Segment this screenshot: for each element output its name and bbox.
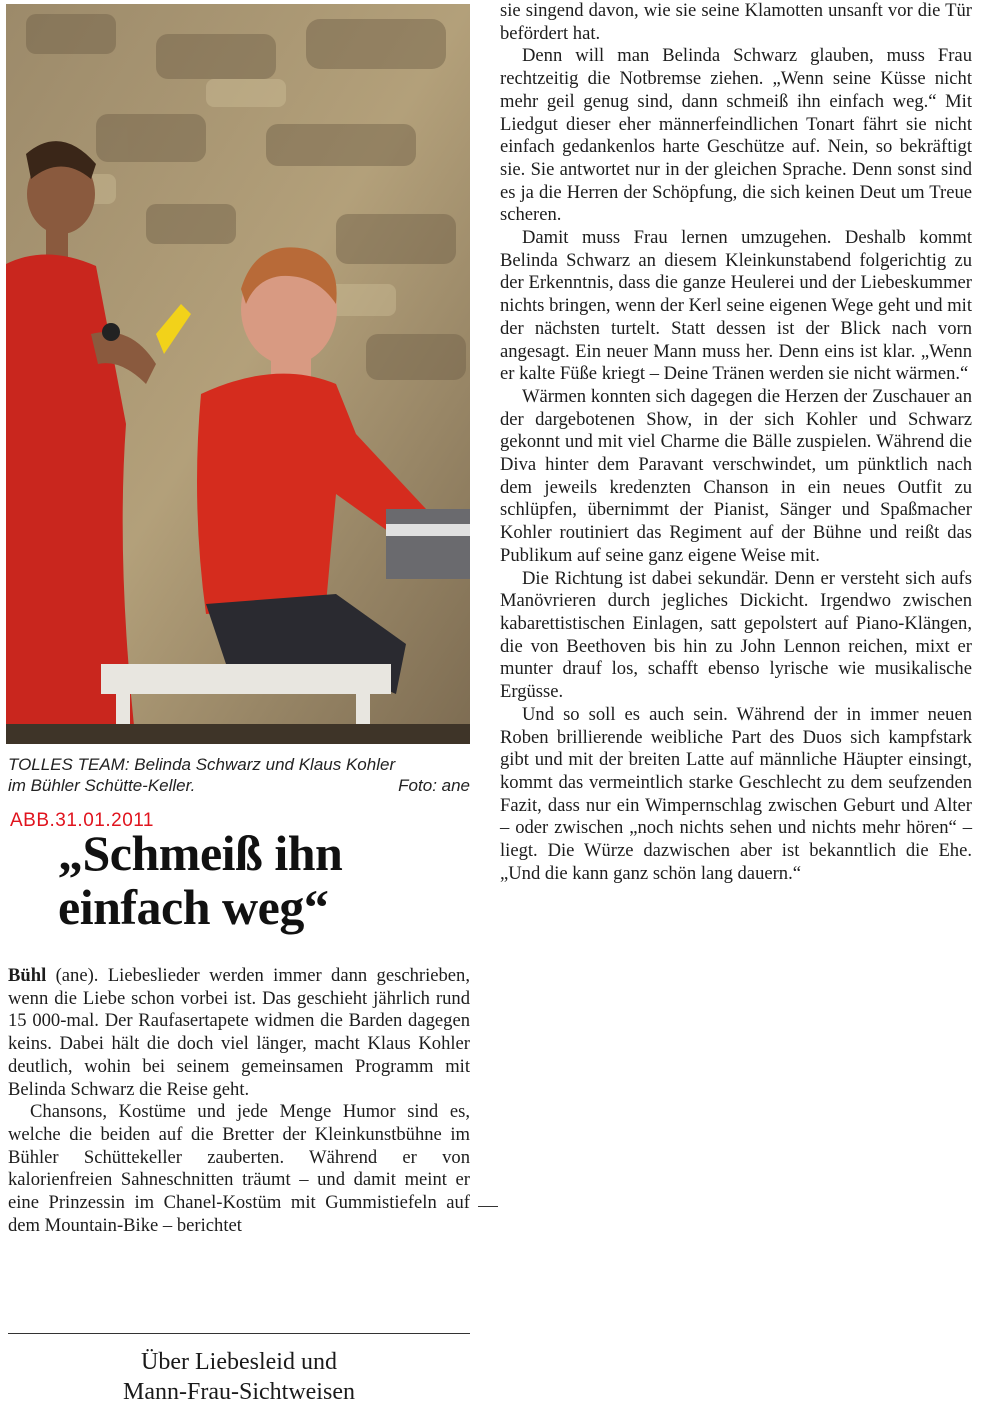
paragraph: Und so soll es auch sein. Während der in immer neuen Roben brillierende weibliche Part des Duos sich kampfstark gibt und mit der breiten Latte auf männliche Häupter einsingt, kommt das vermeintlich starke Geschlecht zu dem seufzenden Fazit, dass nur ein Wimpernschlag zwischen Geburt und Alter – oder zwischen „noch nichts sehen und nichts mehr hören“ – liegt. Die Würze dazwischen aber ist bekanntlich die Ehe. „Und die kann ganz schön lang dauern.“ bbox=[500, 703, 972, 884]
left-column bbox=[8, 965, 470, 1237]
photo-illustration bbox=[6, 4, 470, 744]
caption-line1: TOLLES TEAM: Belinda Schwarz und Klaus Kohler bbox=[8, 755, 396, 774]
column-divider-rule bbox=[478, 1206, 498, 1207]
right-column bbox=[500, 0, 972, 885]
paragraph: Denn will man Belinda Schwarz glauben, muss Frau rechtzeitig die Notbremse ziehen. „Wenn seine Küsse nicht mehr geil genug sind, dann schmeiß ihn einfach weg.“ Mit Liedgut dieser eher männerfeindlichen Tonart fährt sie nicht einfach gedankenlos harte Geschütze auf. Nein, so bekräftigt sie. Sie antwortet nur in der gleichen Sprache. Denn sonst sind es ja die Herren der Schöpfung, die sich keinen Deut um Treue scheren. bbox=[500, 45, 972, 226]
paragraph: Damit muss Frau lernen umzugehen. Deshalb kommt Belinda Schwarz an diesem Kleinkunstabend folgerichtig zu der Erkenntnis, dass die ganze Heulerei und der Liebeskummer nichts bringen, wenn der Kerl seine eigenen Wege geht und mit der nächsten turtelt. Statt dessen ist der Blick nach vorn angesagt. Ein neuer Mann muss her. Denn eins ist klar. „Wenn er kalte Füße kriegt – Deine Tränen werden sie nicht wärmen.“ bbox=[500, 227, 972, 385]
paragraph: sie singend davon, wie sie seine Klamotten unsanft vor die Tür befördert hat. bbox=[500, 0, 972, 44]
lead-text: (ane). Liebeslieder werden immer dann geschrieben, wenn die Liebe schon vorbei ist. Das geschieht jährlich rund 15 000-mal. Der Raufasertapete widmen die Barden dagegen keins. Dabei hält die doch viel länger, macht Klaus Kohler deutlich, wohin bei seinem gemeinsamen Programm mit Belinda Schwarz die Reise geht. bbox=[8, 965, 470, 1100]
column-end-rule bbox=[8, 1333, 470, 1334]
subheadline bbox=[8, 1347, 470, 1407]
caption-line2: im Bühler Schütte-Keller. bbox=[8, 776, 196, 795]
paragraph: Wärmen konnten sich dagegen die Herzen der Zuschauer an der dargebotenen Show, in der sich Kohler und Schwarz gekonnt und mit viel Charme die Bälle zuspielen. Während die Diva hinter dem Paravant verschwindet, um pünktlich nach dem jeweils kredenzten Chanson in ein neues Outfit zu schlüpfen, übernimmt der Pianist, Sänger und Spaßmacher Kohler routiniert das Regiment auf der Bühne und reißt das Publikum auf seine ganz eigene Weise mit. bbox=[500, 385, 972, 566]
paragraph: Die Richtung ist dabei sekundär. Denn er versteht sich aufs Manövrieren durch jegliches Dickicht. Irgendwo zwischen kabarettistischen Einlagen, satt gepolstert auf Piano-Klängen, die von Beethoven bis hin zu John Lennon reichen, mixt er munter drauf los, schafft ebenso lyrische wie musikalische Ergüsse. bbox=[500, 567, 972, 703]
paragraph: Chansons, Kostüme und jede Menge Humor sind es, welche die beiden auf die Bretter der Kleinkunstbühne im Bühler Schüttekeller zauberten. Während er von kalorienfreien Sahneschnitten träumt – und damit meint er eine Prinzessin im Chanel-Kostüm mit Gummistiefeln auf dem Mountain-Bike – berichtet bbox=[8, 1101, 470, 1236]
photo-credit: Foto: ane bbox=[398, 776, 470, 795]
photo-caption bbox=[8, 754, 470, 796]
dateline: Bühl bbox=[8, 965, 47, 986]
headline: „Schmeiß ihn einfach weg“ bbox=[58, 825, 343, 935]
lead-paragraph bbox=[8, 965, 470, 1101]
subheadline-line2: Mann-Frau-Sichtweisen bbox=[123, 1379, 355, 1405]
subheadline-line1: Über Liebesleid und bbox=[141, 1349, 337, 1375]
article-photo bbox=[6, 4, 470, 744]
archive-date-stamp: ABB.31.01.2011 bbox=[10, 810, 154, 831]
